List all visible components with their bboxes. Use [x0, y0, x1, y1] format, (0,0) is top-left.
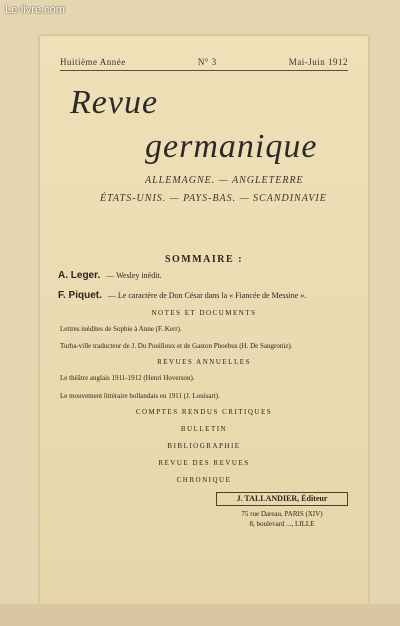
- note-item: Turba-ville traducteur de J. Du Pouilloux et de Gaston Phoebus (H. De Sangroniz).: [60, 342, 293, 350]
- note-item: Lettres inédites de Sophie à Anne (F. Kerr).: [60, 325, 182, 333]
- countries-line-1: ALLEMAGNE. — ANGLETERRE: [145, 175, 304, 186]
- title-line-2: germanique: [145, 128, 318, 165]
- publisher-address-1: 75 rue Dareau, PARIS (XIV): [241, 510, 323, 518]
- rubric-heading: BIBLIOGRAPHIE: [167, 442, 241, 450]
- rubric-heading: BULLETIN: [180, 425, 228, 433]
- article-title: — Le caractère de Don César dans la « Fiancée de Messine ».: [107, 291, 307, 300]
- note-item: Le mouvement littéraire hollandais en 1911 (J. Louisart).: [60, 392, 220, 400]
- watermark: Le-livre.com: [5, 4, 65, 16]
- article-entry: [58, 270, 358, 281]
- publisher-name: J. TALLANDIER, Éditeur: [216, 492, 348, 506]
- article-title: — Wesley inédit.: [106, 271, 162, 280]
- rubric-heading: REVUE DES REVUES: [158, 459, 250, 467]
- article-author: A. Leger.: [58, 270, 101, 281]
- title-line-1: Revue: [70, 84, 159, 121]
- article-entry: [58, 290, 358, 301]
- rubric-heading: CHRONIQUE: [176, 476, 232, 484]
- rubric-heading: COMPTES RENDUS CRITIQUES: [135, 408, 273, 416]
- issue-number: N° 3: [197, 57, 217, 67]
- publisher-address-2: 8, boulevard ..., LILLE: [249, 520, 315, 528]
- header-row: [60, 57, 348, 67]
- note-item: Le théâtre anglais 1911-1912 (Henri Hoverson).: [60, 374, 195, 382]
- article-author: F. Piquet.: [58, 290, 102, 301]
- sommaire-title: SOMMAIRE :: [164, 254, 244, 265]
- section-heading: NOTES ET DOCUMENTS: [151, 309, 257, 317]
- cover-page: [40, 36, 368, 604]
- issue-date: Mai-Juin 1912: [288, 57, 348, 67]
- countries-block: [100, 172, 368, 208]
- countries-line-2: ÉTATS-UNIS. — PAYS-BAS. — SCANDINAVIE: [100, 193, 327, 204]
- series-label: Huitième Année: [60, 57, 126, 67]
- header-divider: [60, 70, 348, 71]
- page-edge: [0, 604, 400, 626]
- section-heading: REVUES ANNUELLES: [157, 358, 251, 366]
